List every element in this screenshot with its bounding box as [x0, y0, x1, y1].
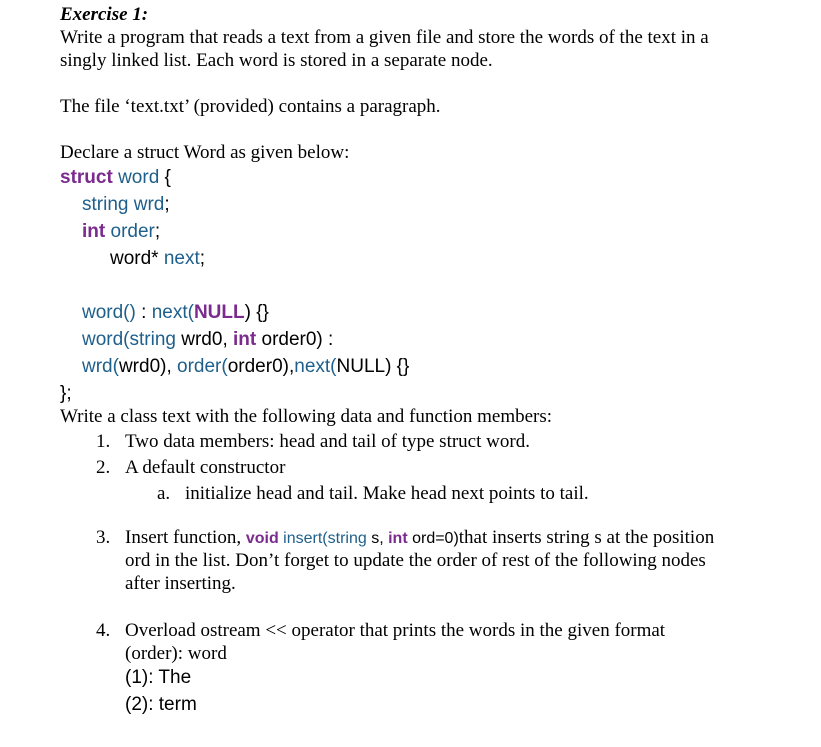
- code-identifier: wrd0),: [118, 356, 178, 377]
- list-item-2-number: 2.: [96, 457, 111, 478]
- intro-line-2: singly linked list. Each word is stored in a separate node.: [60, 50, 493, 71]
- code-member-next: [110, 248, 205, 270]
- list-subitem-a-number: a.: [157, 483, 171, 504]
- code-close-brace: };: [60, 383, 72, 404]
- code-identifier: next: [163, 248, 200, 269]
- code-identifier: wrd: [133, 194, 165, 215]
- code-identifier: word(: [82, 329, 130, 350]
- code-identifier: word: [118, 167, 160, 188]
- list-item-1-text: Two data members: head and tail of type struct word.: [125, 431, 530, 452]
- class-note: Write a class text with the following data and function members:: [60, 406, 553, 427]
- code-initializer-list: [82, 356, 409, 378]
- code-type: word*: [110, 248, 159, 269]
- code-identifier: wrd(: [82, 356, 119, 377]
- code-keyword: struct: [60, 167, 113, 188]
- code-identifier: word(): [82, 302, 136, 323]
- code-keyword: int: [388, 530, 408, 547]
- code-semicolon: ;: [164, 194, 170, 215]
- code-identifier: order(: [177, 356, 228, 377]
- list-item-3-suffix: that inserts string s at the position: [458, 527, 715, 548]
- code-keyword: NULL: [193, 302, 245, 323]
- code-semicolon: ;: [154, 221, 161, 242]
- code-brace: {: [164, 167, 171, 188]
- list-item-3-line-1: [125, 527, 714, 550]
- code-identifier: order: [110, 221, 155, 242]
- file-note: The file ‘text.txt’ (provided) contains a paragraph.: [60, 96, 441, 117]
- code-keyword: int: [233, 329, 257, 350]
- list-item-3-line-3: after inserting.: [125, 573, 236, 594]
- list-item-4-number: 4.: [96, 620, 111, 641]
- list-subitem-a-text: initialize head and tail. Make head next points to tail.: [185, 483, 589, 504]
- list-item-3-prefix: Insert function,: [125, 527, 246, 548]
- output-example-2: (2): term: [125, 694, 197, 715]
- code-ctor-param: [82, 329, 333, 351]
- code-struct-line: [60, 167, 171, 189]
- code-identifier: next(: [294, 356, 337, 377]
- code-member-order: [82, 221, 160, 243]
- exercise-title: Exercise 1:: [60, 4, 149, 25]
- declare-note: Declare a struct Word as given below:: [60, 142, 350, 163]
- output-example-1: (1): The: [125, 667, 192, 688]
- code-identifier: ord=0): [407, 530, 459, 547]
- code-type: string: [82, 194, 129, 215]
- code-identifier: next(: [151, 302, 194, 323]
- code-identifier: order0) :: [256, 329, 334, 350]
- code-identifier: insert(: [278, 530, 328, 547]
- code-identifier: s,: [366, 530, 389, 547]
- code-identifier: order0),: [227, 356, 295, 377]
- list-item-4-line-1: Overload ostream << operator that prints the words in the given format: [125, 620, 666, 641]
- code-identifier: NULL) {}: [336, 356, 410, 377]
- list-item-4-line-2: (order): word: [125, 643, 227, 664]
- code-member-wrd: [82, 194, 170, 216]
- code-keyword: int: [82, 221, 106, 242]
- list-item-1-number: 1.: [96, 431, 111, 452]
- code-keyword: void: [245, 530, 279, 547]
- code-type: string: [327, 530, 367, 547]
- code-punct: :: [135, 302, 152, 323]
- list-item-2-text: A default constructor: [125, 457, 286, 478]
- code-punct: ) {}: [244, 302, 269, 323]
- list-item-3-number: 3.: [96, 527, 111, 548]
- code-semicolon: ;: [199, 248, 206, 269]
- intro-line-1: Write a program that reads a text from a given file and store the words of the text in a: [60, 27, 709, 48]
- code-type: string: [129, 329, 176, 350]
- list-item-3-line-2: ord in the list. Don’t forget to update the order of rest of the following nodes: [125, 550, 706, 571]
- code-ctor-default: [82, 302, 269, 324]
- code-identifier: wrd0,: [175, 329, 234, 350]
